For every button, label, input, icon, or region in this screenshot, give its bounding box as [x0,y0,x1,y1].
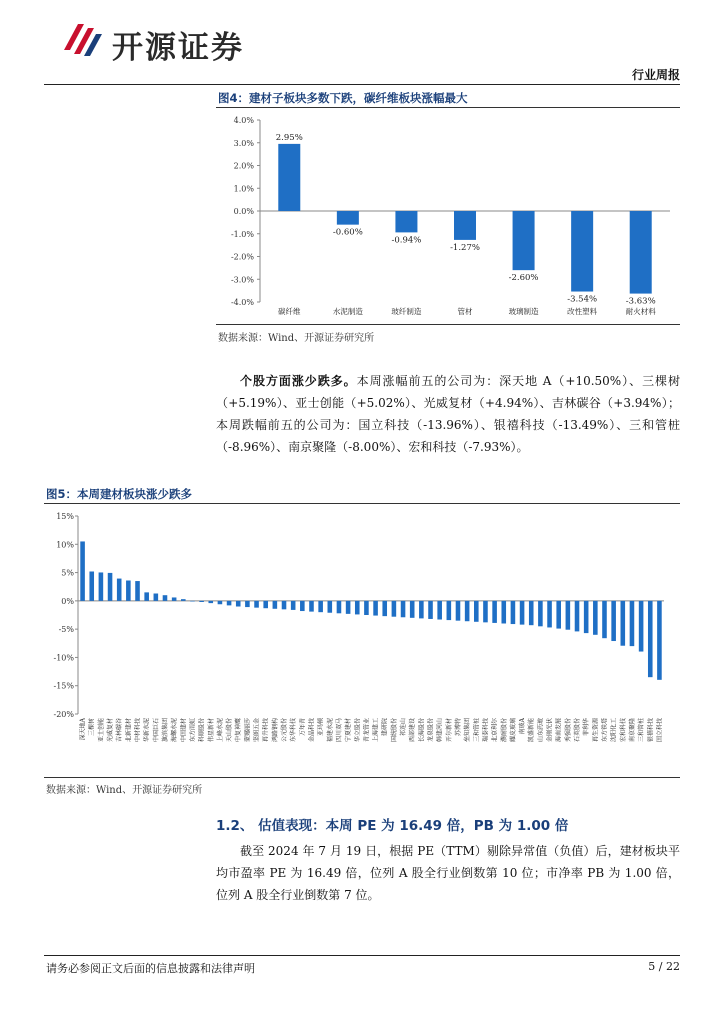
category-label: 碳纤维 [278,307,301,316]
stock-performance-paragraph [216,370,680,458]
company-logo-icon [58,20,106,60]
y-tick-label: -10% [53,653,74,663]
bar [218,601,223,604]
bar [227,601,232,606]
paragraph-lead: 个股方面涨少跌多。 [240,374,357,388]
bar [135,581,140,601]
category-label: 国统股份 [390,718,398,743]
bar [575,601,580,632]
bar [392,601,397,617]
bar [547,601,552,628]
bar [126,580,131,600]
category-label: 沈阳化工 [610,718,618,743]
report-type: 行业周报 [631,68,680,82]
bar [364,601,369,615]
bar [346,601,351,614]
bar [447,601,452,620]
category-label: 东华科技 [290,718,298,743]
category-label: 石英股份 [574,718,582,743]
figure4-chart [216,110,680,324]
y-tick-label: 4.0% [233,116,254,125]
category-label: 四川双马 [335,718,343,743]
data-label: -2.60% [508,273,539,284]
footer-divider [44,955,680,956]
y-tick-label: 0.0% [233,207,254,216]
bar [593,601,598,635]
y-tick-label: -4.0% [230,298,254,307]
bar [245,601,250,607]
bar [648,601,653,677]
category-label: 天山股份 [226,718,234,743]
figure4-top-rule [216,107,680,108]
bar [318,601,323,612]
y-tick-label: -5% [58,625,74,635]
category-label: 玻纤制造 [391,307,422,316]
y-tick-label: 2.0% [233,161,254,171]
figure4-source: 数据来源：Wind、开源证券研究所 [218,333,375,344]
footer-disclaimer: 请务必参阅正文后面的信息披露和法律声明 [46,962,255,975]
bar [89,571,94,600]
bar [382,601,387,616]
bar [520,601,525,625]
category-label: 亚士创能 [97,718,105,743]
y-tick-label: 15% [56,512,74,521]
y-tick-label: 1.0% [233,184,254,194]
bar [282,601,287,609]
bar [300,601,305,611]
bar [529,601,534,625]
category-label: 菲利华 [583,718,591,737]
page-number: 5 / 22 [648,960,680,973]
section-heading: 1.2、 估值表现：本周 PE 为 16.49 倍，PB 为 1.00 倍 [216,818,569,834]
category-label: 上海建工 [372,718,380,743]
bar [657,601,662,680]
category-label: 建研院 [381,718,389,737]
bar [437,601,442,620]
company-name: 开源证券 [112,30,244,66]
y-tick-label: -20% [53,710,74,719]
category-label: 三棵树 [88,718,96,737]
category-label: 南玻A [519,718,527,735]
category-label: 龙泉股份 [427,718,435,743]
bar [278,144,300,211]
category-label: 鸿路钢构 [271,718,279,743]
data-label: -3.63% [625,296,656,307]
category-label: 海南发展 [555,718,563,743]
bar [337,211,359,225]
category-label: 瑞泰科技 [482,718,490,743]
category-label: 公元股份 [281,718,289,743]
data-label: -0.94% [391,235,422,246]
bar [584,601,589,633]
bar [602,601,607,638]
bar [99,572,104,600]
category-label: 濮耐股份 [500,718,508,743]
bar [538,601,543,626]
bar [355,601,360,615]
category-label: 海螺水泥 [171,718,179,743]
bar [454,211,476,240]
bar [511,601,516,624]
data-label: -1.27% [450,242,480,253]
y-tick-label: 0% [61,596,74,606]
bar [492,601,497,623]
bar [419,601,424,619]
bar [117,579,122,601]
category-label: 万年青 [299,718,307,737]
bar [501,601,506,624]
y-tick-label: -1.0% [230,229,254,239]
category-label: 金晶科技 [308,718,316,743]
bar [154,594,159,601]
bar [337,601,342,613]
bar [108,573,113,601]
data-label: -0.60% [332,227,363,238]
bar [630,601,635,646]
category-label: 华新水泥 [143,718,151,743]
bar [273,601,278,609]
bar [395,211,417,232]
category-label: 玻璃制造 [508,307,539,316]
category-label: 银禧科技 [647,718,655,743]
bar [163,595,168,601]
header-divider [44,84,680,85]
bar [428,601,433,619]
category-label: 中复神鹰 [235,718,243,743]
bar [513,211,535,270]
bar [556,601,561,629]
figure4-title: 图4：建材子板块多数下跌，碳纤维板块涨幅最大 [218,91,468,105]
category-label: 再升科技 [262,718,270,743]
y-tick-label: -3.0% [230,275,254,285]
category-label: 吉林碳谷 [116,718,124,743]
figure5-bottom-rule [44,777,680,778]
category-label: 凯盛新能 [528,718,536,743]
bar [190,601,195,602]
category-label: 耀皮玻璃 [509,718,517,743]
category-label: 开尔新材 [445,718,453,743]
category-label: 山东药玻 [537,718,545,743]
category-label: 伟星新材 [207,718,215,743]
category-label: 西部建设 [409,718,417,743]
bar [401,601,406,617]
bar [571,211,593,292]
figure4-bottom-rule [216,324,680,325]
bar [172,597,177,600]
category-label: 蒙娜丽莎 [244,718,252,743]
category-label: 苏博特 [454,718,462,737]
bar [236,601,241,607]
y-tick-label: 5% [61,568,74,578]
bar [80,541,85,600]
figure5-source: 数据来源：Wind、开源证券研究所 [46,785,203,796]
bar [144,592,149,600]
category-label: 宏和科技 [619,718,627,743]
category-label: 三和管桩 [473,718,481,743]
category-label: 三和管桩 [638,718,646,743]
category-label: 秀强股份 [564,718,572,743]
category-label: 上峰水泥 [216,718,224,743]
figure5-title: 图5：本周建材板块涨少跌多 [46,487,193,501]
category-label: 东方铁塔 [601,718,609,743]
bar [309,601,314,612]
category-label: 祁连山 [400,718,408,737]
category-label: 科顺股份 [198,718,206,743]
bar [199,601,204,602]
category-label: 光威复材 [107,718,115,743]
bar [639,601,644,652]
category-label: 耐火材料 [625,307,656,316]
bar [263,601,268,608]
category-label: 北新建材 [125,718,133,743]
y-tick-label: -2.0% [230,252,254,262]
category-label: 长海股份 [418,718,426,743]
category-label: 金刚光伏 [546,718,554,743]
category-label: 中材科技 [134,718,142,743]
bar [410,601,415,618]
category-label: 旗滨集团 [161,718,169,743]
bar [621,601,626,646]
category-label: 青龙管业 [363,718,371,743]
bar [373,601,378,616]
category-label: 亚玛顿 [317,718,325,737]
bar [465,601,470,621]
category-label: 韩建河山 [436,718,444,743]
bar [254,601,259,608]
category-label: 北京利尔 [491,718,499,743]
bar [291,601,296,610]
bar [328,601,333,613]
category-label: 坚朗五金 [253,718,261,743]
data-label: 2.95% [275,132,303,143]
category-label: 中国巨石 [152,718,160,743]
bar [208,601,213,603]
paragraph-body: 本周涨幅前五的公司为：深天地 A（+10.50%）、三棵树（+5.19%）、亚士创能（+5.02%）、光威复材（+4.94%）、吉林碳谷（+3.94%）；本周跌幅前五的公司为：国立科技（-13.96%）、银禧科技（-13.49%）、三和管桩（-8.96%）、南京聚隆（-8.00%）、宏和科技（-7.93%）。 [216,374,680,454]
category-label: 福建水泥 [326,718,334,743]
bar [483,601,488,622]
figure5-top-rule [44,503,680,504]
bar [181,599,186,601]
category-label: 国立科技 [656,718,664,743]
bar [456,601,461,621]
data-label: -3.54% [567,294,598,305]
y-tick-label: -15% [53,681,74,691]
bar [566,601,571,630]
valuation-paragraph: 截至 2024 年 7 月 19 日，根据 PE（TTM）剔除异常值（负值）后，建材板块平均市盈率 PE 为 16.49 倍，位列 A 股全行业倒数第 10 位；市净率 PB 为 1.00 倍，位列 A 股全行业倒数第 7 位。 [216,844,680,902]
category-label: 华立股份 [354,718,362,743]
bar [611,601,616,641]
category-label: 管材 [457,307,473,316]
figure5-chart [44,506,680,774]
category-label: 垒知集团 [464,718,472,743]
category-label: 中国建材 [180,718,188,743]
category-label: 改性塑料 [567,307,598,316]
category-label: 深天地A [79,718,87,741]
category-label: 水泥制造 [332,307,363,316]
y-tick-label: 10% [56,540,74,550]
bar [630,211,652,294]
category-label: 东方雨虹 [189,718,197,743]
category-label: 再生资源 [592,718,600,743]
category-label: 南京聚隆 [628,718,636,743]
category-label: 宁夏建材 [345,718,353,743]
y-tick-label: 3.0% [233,138,254,148]
bar [474,601,479,622]
